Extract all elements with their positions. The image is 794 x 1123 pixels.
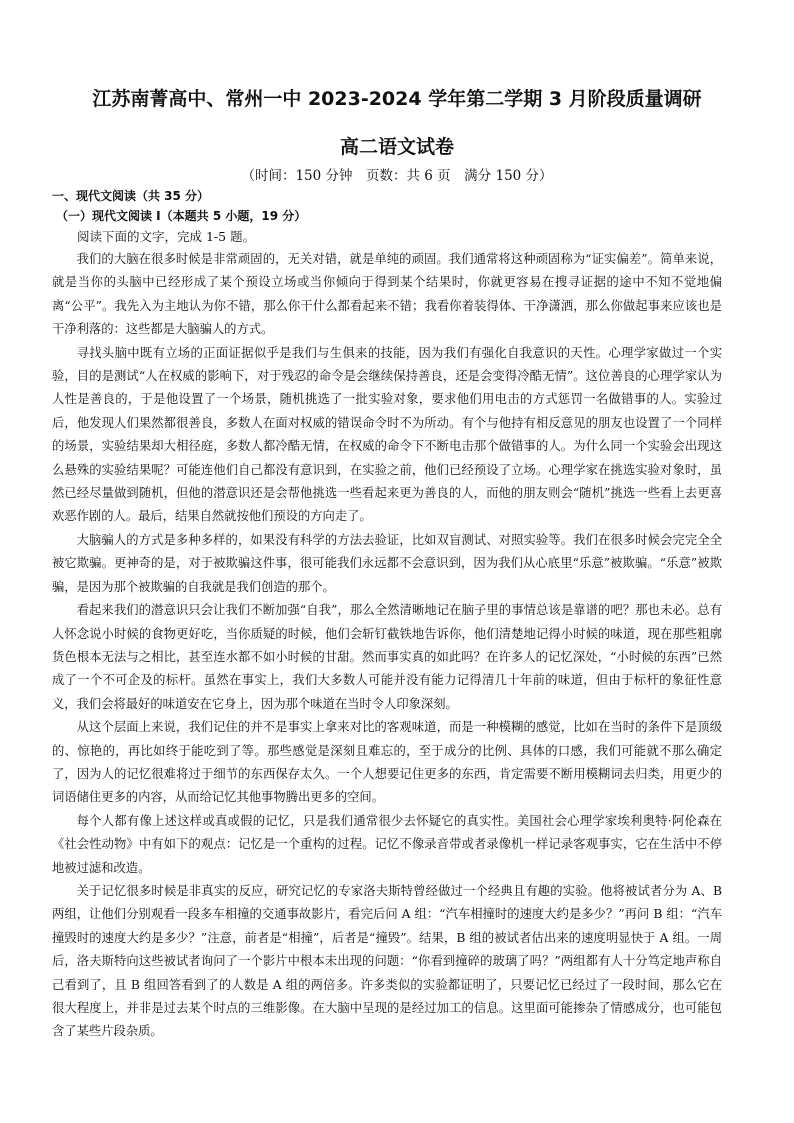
passage-paragraph: 关于记忆很多时候是非真实的反应，研究记忆的专家洛夫斯特曾经做过一个经典且有趣的实验。他将被试者分为 A、B 两组，让他们分别观看一段多车相撞的交通事故影片，看完后问 A 组：“汽车相撞时的速度大约是多少？”再问 B 组：“汽车撞毁时的速度大约是多少？”注意，前者是“相撞”，后者是“撞毁”。结果，B 组的被试者估出来的速度明显快于 A 组。一周后，洛夫斯特向这些被试者询问了一个影片中根本未出现的问题：“你看到撞碎的玻璃了吗？”两组都有人十分笃定地声称自己看到了，且 B 组回答看到了的人数是 A 组的两倍多。许多类似的实验都证明了，只要记忆已经过了一段时间，那么它在很大程度上，并非是过去某个时点的三维影像。在大脑中呈现的是经过加工的信息。这里面可能掺杂了情感成分，也可能包含了某些片段杂质。 <box>52 883 722 1039</box>
passage-paragraph: 从这个层面上来说，我们记住的并不是事实上拿来对比的客观味道，而是一种模糊的感觉，比如在当时的条件下是顶级的、惊艳的，再比如终于能吃到了等。那些感觉是深刻且难忘的，至于成分的比例、具体的口感，我们可能就不那么确定了，因为人的记忆很难将过于细节的东西保存太久。一个人想要记住更多的东西，肯定需要不断用模糊词去归类，用更少的词语储住更多的内容，从而给记忆其他事物腾出更多的空间。 <box>52 720 722 805</box>
exam-subtitle: 高二语文试卷 <box>339 136 454 158</box>
passage-paragraph: 我们的大脑在很多时候是非常顽固的，无关对错，就是单纯的顽固。我们通常将这种顽固称为“证实偏差”。简单来说，就是当你的头脑中已经形成了某个预设立场或当你倾向于得到某个结果时，你就更容易在搜寻证据的途中不知不觉地偏离“公平”。我先入为主地认为你不错，那么你干什么都看起来不错；我看你着装得体、干净潇洒，那么你做起事来应该也是干净利落的：这些都是大脑骗人的方式。 <box>52 252 722 337</box>
subsection-heading: （一）现代文阅读 I（本题共 5 小题，19 分） <box>56 209 307 223</box>
passage-paragraph: 每个人都有像上述这样或真或假的记忆，只是我们通常很少去怀疑它的真实性。美国社会心理学家埃利奥特·阿伦森在《社会性动物》中有如下的观点：记忆是一个重构的过程。记忆不像录音带或者录像机一样记录客观事实，它在生活中不停地被过滤和改造。 <box>52 813 722 875</box>
exam-meta: （时间：150 分钟 页数：共 6 页 满分 150 分） <box>241 168 553 184</box>
passage-paragraph: 看起来我们的潜意识只会让我们不断加强“自我”，那么全然清晰地记在脑子里的事情总该是靠谱的吧？那也未必。总有人怀念说小时候的食物更好吃，当你质疑的时候，他们会斩钉截铁地告诉你，他们清楚地记得小时候的味道，现在那些粗廓货色根本无法与之相比，甚至连水都不如小时候的甘甜。然而事实真的如此吗？在许多人的记忆深处，“小时候的东西”已然成了一个不可企及的标杆。虽然在事实上，我们大多数人可能并没有能力记得清几十年前的味道，但由于标杆的象征性意义，我们会将最好的味道安在它身上，因为那个味道在当时令人印象深刻。 <box>52 603 722 711</box>
passage-paragraph: 大脑骗人的方式是多种多样的，如果没有科学的方法去验证，比如双盲测试、对照实验等。我们在很多时候会完完全全被它欺骗。更神奇的是，对于被欺骗这件事，很可能我们永远都不会意识到，因为我们从心底里“乐意”被欺骗。“乐意”被欺骗，是因为那个被欺骗的自我就是我们创造的那个。 <box>52 532 722 594</box>
reading-instruction: 阅读下面的文字，完成 1-5 题。 <box>77 229 256 244</box>
section-heading: 一、现代文阅读（共 35 分） <box>52 189 210 203</box>
exam-title: 江苏南菁高中、常州一中 2023-2024 学年第二学期 3 月阶段质量调研 <box>92 88 702 110</box>
passage-paragraph: 寻找头脑中既有立场的正面证据似乎是我们与生俱来的技能，因为我们有强化自我意识的天性。心理学家做过一个实验，目的是测试“人在权威的影响下，对于残忍的命令是会继续保持善良，还是会变得冷酷无情”。这位善良的心理学家认为人性是善良的，于是他设置了一个场景，随机挑选了一批实验对象，要求他们用电击的方式惩罚一名做错事的人。实验过后，他发现人们果然都很善良，多数人在面对权威的错误命令时不为所动。有个与他持有相反意见的朋友也设置了一个同样的场景，实验结果却大相径庭，多数人都冷酷无情，在权威的命令下不断电击那个做错事的人。为什么同一个实验会出现这么悬殊的实验结果呢？可能连他们自己都没有意识到，在实验之前，他们已经预设了立场。心理学家在挑选实验对象时，虽然已经尽量做到随机，但他的潜意识还是会帮他挑选一些看起来更为善良的人，而他的朋友则会“随机”挑选一些看上去更喜欢恶作剧的人。最后，结果自然就按他们预设的方向走了。 <box>52 345 722 524</box>
